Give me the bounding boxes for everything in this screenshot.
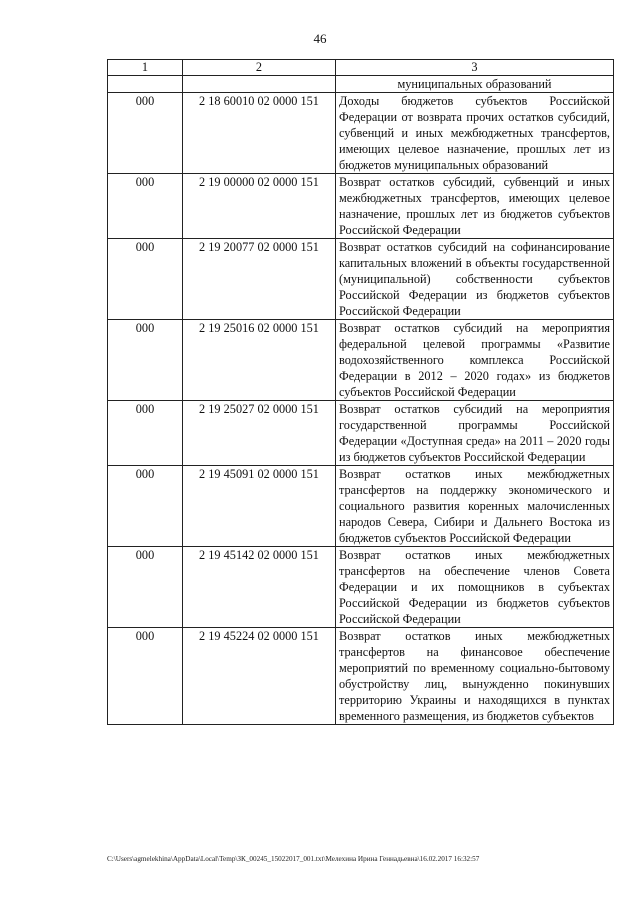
table-row (108, 547, 614, 628)
budget-code-cell: 2 19 45142 02 0000 151 (183, 547, 336, 628)
budget-code-cell: 2 19 20077 02 0000 151 (183, 239, 336, 320)
continuation-row (108, 76, 614, 93)
table-row (108, 628, 614, 725)
description-cell: Возврат остатков субсидий на мероприятия государственной программы Российской Федерации «Доступная среда» на 2011 – 2020 годы из бюджетов субъектов Российской Федерации (336, 401, 614, 466)
page-number: 46 (313, 31, 327, 46)
table-row (108, 174, 614, 239)
admin-code-cell: 000 (108, 547, 183, 628)
budget-code-cell: 2 19 25027 02 0000 151 (183, 401, 336, 466)
admin-code-cell: 000 (108, 466, 183, 547)
table-row (108, 320, 614, 401)
table-header-row (108, 60, 614, 76)
budget-code-cell: 2 19 00000 02 0000 151 (183, 174, 336, 239)
column-header-2: 2 (183, 60, 336, 76)
table-row (108, 466, 614, 547)
description-cell: Возврат остатков иных межбюджетных трансфертов на обеспечение членов Совета Федерации и их помощников в субъектах Российской Федерации из бюджетов субъектов Российской Федерации (336, 547, 614, 628)
admin-code-cell: 000 (108, 320, 183, 401)
budget-code-cell: 2 19 45091 02 0000 151 (183, 466, 336, 547)
description-cell: Возврат остатков иных межбюджетных трансфертов на финансовое обеспечение мероприятий по временному социально-бытовому обустройству лиц, вынужденно покинувших территорию Украины и находящихся в пунктах временного размещения, из бюджетов субъектов (336, 628, 614, 725)
admin-code-cell: 000 (108, 93, 183, 174)
empty-cell (108, 76, 183, 93)
admin-code-cell: 000 (108, 174, 183, 239)
admin-code-cell: 000 (108, 401, 183, 466)
budget-code-cell: 2 19 25016 02 0000 151 (183, 320, 336, 401)
table-row (108, 401, 614, 466)
description-cell: Возврат остатков субсидий на мероприятия федеральной целевой программы «Развитие водохозяйственного комплекса Российской Федерации в 2012 – 2020 годах» из бюджетов субъектов Российской Федерации (336, 320, 614, 401)
table-row (108, 93, 614, 174)
budget-code-cell: 2 18 60010 02 0000 151 (183, 93, 336, 174)
admin-code-cell: 000 (108, 239, 183, 320)
budget-code-cell: 2 19 45224 02 0000 151 (183, 628, 336, 725)
description-cell: Возврат остатков иных межбюджетных трансфертов на поддержку экономического и социального развития коренных малочисленных народов Севера, Сибири и Дальнего Востока из бюджетов субъектов Российской Федерации (336, 466, 614, 547)
table-row (108, 239, 614, 320)
column-header-3: 3 (336, 60, 614, 76)
description-cell: Возврат остатков субсидий на софинансирование капитальных вложений в объекты государственной (муниципальной) собственности субъектов Российской Федерации из бюджетов субъектов Российской Федерации (336, 239, 614, 320)
description-cell: Доходы бюджетов субъектов Российской Федерации от возврата прочих остатков субсидий, субвенций и иных межбюджетных трансфертов, имеющих целевое назначение, прошлых лет из бюджетов муниципальных образований (336, 93, 614, 174)
empty-cell (183, 76, 336, 93)
admin-code-cell: 000 (108, 628, 183, 725)
footer-file-path: C:\Users\agmelekhina\AppData\Local\Temp\ЗК_00245_15022017_001.txt\Мелехина Ирина Геннадьевна\16.02.2017 16:32:57 (107, 855, 480, 863)
continuation-text: муниципальных образований (336, 76, 614, 93)
column-header-1: 1 (108, 60, 183, 76)
budget-codes-table (107, 59, 614, 725)
description-cell: Возврат остатков субсидий, субвенций и иных межбюджетных трансфертов, имеющих целевое назначение, прошлых лет из бюджетов субъектов Российской Федерации (336, 174, 614, 239)
